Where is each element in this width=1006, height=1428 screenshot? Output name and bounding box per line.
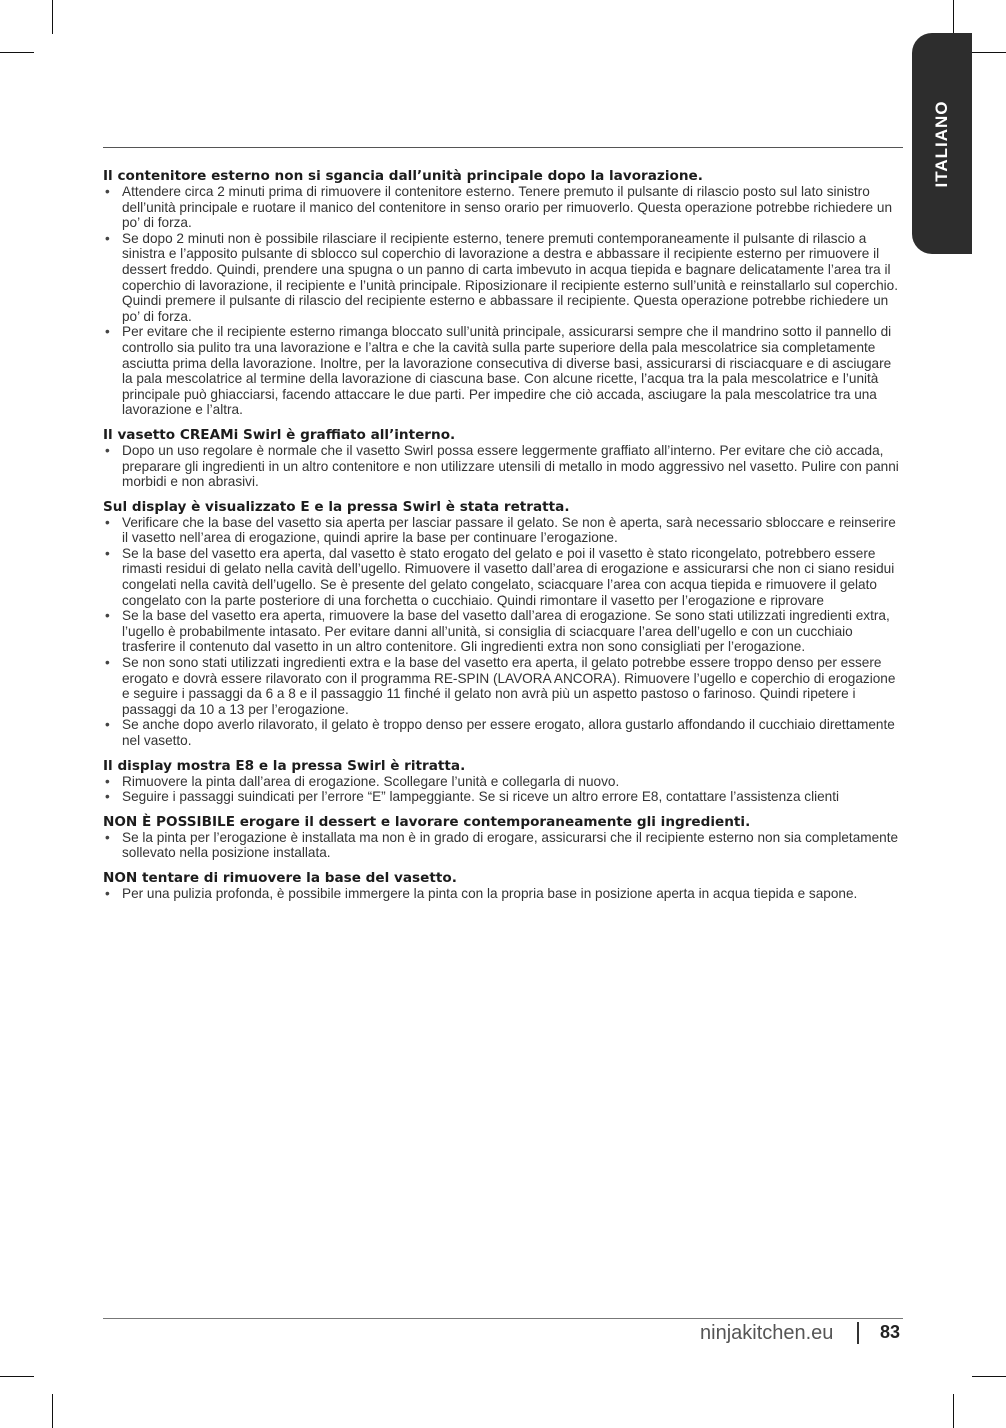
bullet-item: • Seguire i passaggi suindicati per l’errore “E” lampeggiante. Se si riceve un altro errore E8, contattare l’assistenza clienti bbox=[103, 789, 901, 805]
bullet-item: • Dopo un uso regolare è normale che il vasetto Swirl possa essere leggermente graffiato all’interno. Per evitare che ciò accada, preparare gli ingredienti in un altro contenitore e non utilizzare utensili di metallo in modo aggressivo nel vasetto. Pulire con panni morbidi e non abrasivi. bbox=[103, 443, 901, 490]
footer-separator bbox=[857, 1322, 859, 1344]
section-display-e bbox=[103, 499, 901, 749]
bullet-item: • Per una pulizia profonda, è possibile immergere la pinta con la propria base in posizione aperta in acqua tiepida e sapone. bbox=[103, 886, 901, 902]
crop-mark bbox=[972, 52, 1006, 53]
bullet-item: • Se anche dopo averlo rilavorato, il gelato è troppo denso per essere erogato, allora gustarlo affondando il cucchiaio direttamente nel vasetto. bbox=[103, 717, 901, 748]
section-display-e8 bbox=[103, 758, 901, 805]
section-heading: Il vasetto CREAMi Swirl è graffiato all’interno. bbox=[103, 426, 456, 443]
bullet-item: • Rimuovere la pinta dall’area di erogazione. Scollegare l’unità e collegarla di nuovo. bbox=[103, 774, 901, 790]
bullet-item: • Se dopo 2 minuti non è possibile rilasciare il recipiente esterno, tenere premuti contemporaneamente il pulsante di rilascio a sinistra e l’apposito pulsante di sblocco sul coperchio di lavorazione a destra e abbassare il recipiente esterno per rimuovere il dessert freddo. Quindi, prendere una spugna o un panno di carta imbevuto in acqua tiepida e bagnare delicatamente l’area tra il coperchio di lavorazione, il recipiente e l’unità principale. Riposizionare il recipiente esterno sull’unità e reinstallarlo sul coperchio. Quindi premere il pulsante di rilascio del recipiente esterno e abbassare il recipiente. Questa operazione potrebbe richiedere un po’ di forza. bbox=[103, 231, 901, 325]
crop-mark bbox=[953, 0, 954, 34]
bullet-item: • Se la base del vasetto era aperta, rimuovere la base del vasetto dall’area di erogazione. Se sono stati utilizzati ingredienti extra, l’ugello è probabilmente intasato. Per evitare danni all’unità, si consiglia di sciacquare l’area dell’ugello e con un cucchiaio trasferire il contenuto dal vasetto in un altro contenitore. Gli ingredienti extra non sono consigliati per l’erogazione. bbox=[103, 608, 901, 655]
bullet-item: • Verificare che la base del vasetto sia aperta per lasciar passare il gelato. Se non è aperta, sarà necessario sbloccare e reinserire il vasetto nell’area di erogazione, quindi aprire la base per continuare l’erogazione. bbox=[103, 515, 901, 546]
section-heading: Il display mostra E8 e la pressa Swirl è ritratta. bbox=[103, 757, 466, 774]
bullet-list bbox=[103, 830, 901, 861]
section-swirl-scratched bbox=[103, 427, 901, 490]
bullet-list bbox=[103, 774, 901, 805]
crop-mark bbox=[972, 1376, 1006, 1377]
section-container-release bbox=[103, 168, 901, 418]
bottom-divider bbox=[103, 1318, 903, 1319]
crop-mark bbox=[953, 1394, 954, 1428]
crop-mark bbox=[52, 0, 53, 34]
language-tab bbox=[912, 33, 972, 254]
bullet-item: • Se la pinta per l’erogazione è installata ma non è in grado di erogare, assicurarsi che il recipiente esterno non sia completamente sollevato nella posizione installata. bbox=[103, 830, 901, 861]
bullet-list bbox=[103, 886, 901, 902]
crop-mark bbox=[52, 1394, 53, 1428]
footer-website: ninjakitchen.eu bbox=[700, 1322, 834, 1344]
language-tab-label: ITALIANO bbox=[932, 99, 951, 188]
top-divider bbox=[103, 147, 903, 148]
section-dispense-process bbox=[103, 814, 901, 861]
bullet-item: • Se la base del vasetto era aperta, dal vasetto è stato erogato del gelato e poi il vasetto è stato ricongelato, potrebbero essere rimasti residui di gelato nella cavità dell’ugello. Rimuovere il vasetto dall’area di erogazione e assicurarsi che non ci siano residui congelati nella cavità dell’ugello. Se è presente del gelato congelato, sciacquare l’area con acqua tiepida e rimuovere il gelato congelato con la parte posteriore di una forchetta o cucchiaio. Quindi rimontare il vasetto per l’erogazione e riprovare bbox=[103, 546, 901, 608]
section-remove-base bbox=[103, 870, 901, 902]
bullet-item: • Se non sono stati utilizzati ingredienti extra e la base del vasetto era aperta, il gelato potrebbe essere troppo denso per essere erogato e dovrà essere rilavorato con il programma RE-SPIN (LAVORA ANCORA). Rimuovere l’ugello e coperchio di erogazione e seguire i passaggi da 6 a 8 e il passaggio 11 finché il gelato non avrà più un aspetto pastoso o farinoso. Quindi ripetere i passaggi da 10 a 13 per l’erogazione. bbox=[103, 655, 901, 717]
page-number: 83 bbox=[880, 1322, 901, 1342]
bullet-list bbox=[103, 443, 901, 490]
crop-mark bbox=[0, 52, 34, 53]
troubleshooting-content bbox=[103, 168, 901, 911]
section-heading: Sul display è visualizzato E e la pressa Swirl è stata retratta. bbox=[103, 498, 570, 515]
section-heading: Il contenitore esterno non si sgancia dall’unità principale dopo la lavorazione. bbox=[103, 168, 703, 184]
section-heading: NON tentare di rimuovere la base del vasetto. bbox=[103, 869, 457, 886]
section-heading: NON È POSSIBILE erogare il dessert e lavorare contemporaneamente gli ingredienti. bbox=[103, 813, 751, 830]
crop-mark bbox=[0, 1376, 34, 1377]
bullet-item: • Attendere circa 2 minuti prima di rimuovere il contenitore esterno. Tenere premuto il pulsante di rilascio posto sul lato sinistro dell’unità principale e ruotare il manico del contenitore in senso orario per rimuoverlo. Questa operazione potrebbe richiedere un po’ di forza. bbox=[103, 184, 901, 231]
bullet-item: • Per evitare che il recipiente esterno rimanga bloccato sull’unità principale, assicurarsi sempre che il mandrino sotto il pannello di controllo sia pulito tra una lavorazione e l’altra e che la cavità sulla parte superiore della pala mescolatrice sia completamente asciutta prima della lavorazione. Inoltre, per la lavorazione consecutiva di diverse basi, assicurarsi di risciacquare e di asciugare la pala mescolatrice al termine della lavorazione di ciascuna base. Con alcune ricette, l’acqua tra la pala mescolatrice e l’unità principale può ghiacciarsi, facendo attaccare le due parti. Per impedire che ciò accada, asciugare la pala mescolatrice tra una lavorazione e l’altra. bbox=[103, 324, 901, 418]
bullet-list bbox=[103, 184, 901, 418]
bullet-list bbox=[103, 515, 901, 749]
